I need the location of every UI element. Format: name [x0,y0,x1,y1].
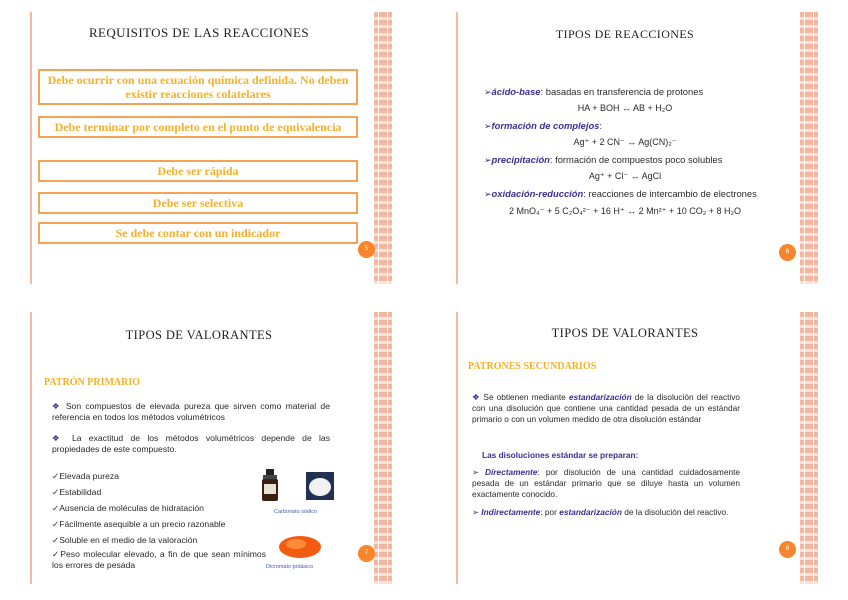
left-border [30,312,32,584]
reaction-item [484,154,722,166]
slide-title: TIPOS DE VALORANTES [125,328,273,342]
diamond-bullet-icon: ❖ [472,392,481,402]
check-item: ✓Ausencia de moléculas de hidratación [52,503,204,513]
requirement-box: Debe ser rápida [38,160,358,182]
reaction-desc: : formación de compuestos poco solubles [549,154,723,165]
arrow-bullet-icon: ➢ [484,87,492,97]
requirement-box: Debe ocurrir con una ecuación química definida. No deben existir reacciones colatelares [38,69,358,105]
image-caption: Dicromato potásico [266,564,314,570]
diamond-bullet-icon: ❖ [52,401,62,411]
diamond-bullet-icon: ❖ [52,433,65,443]
slide-6 [456,12,818,284]
white-powder-image [306,472,334,500]
arrow-bullet-icon: ➢ [484,155,492,165]
slide-title: TIPOS DE VALORANTES [551,326,699,340]
reaction-equation: Ag⁺ + 2 CN⁻ ↔ Ag(CN)₂⁻ [573,137,677,147]
bullet-paragraph: ➢ Directamente: por disolución de una cantidad cuidadosamente pesada de un estándar primario que se diluye hasta un volumen exactamente conocido. [472,467,740,499]
check-item: ✓Peso molecular elevado, a fin de que sean mínimos los errores de pesada [52,549,267,570]
reaction-item [484,188,757,200]
reaction-label: oxidación-reducción [491,188,584,199]
orange-powder-image [276,532,324,560]
slide-number-badge: 7 [358,545,375,562]
slide-title: TIPOS DE REACCIONES [555,27,695,41]
slide-title: REQUISITOS DE LAS REACCIONES [88,25,310,40]
arrow-bullet-icon: ➢ [472,507,479,517]
reaction-label: precipitación [491,154,550,165]
prep-heading: Las disoluciones estándar se preparan: [482,450,639,460]
left-border [30,12,32,284]
check-item: ✓Estabilidad [52,487,102,497]
reaction-label: ácido-base [491,86,541,97]
slide-number-badge: 6 [779,244,796,261]
reaction-label: formación de complejos [491,120,600,131]
reaction-desc: : basadas en transferencia de protones [540,86,704,97]
check-item: ✓Soluble en el medio de la valoración [52,535,198,545]
image-caption: Carbonato sódico [274,509,318,515]
section-subtitle: PATRÓN PRIMARIO [44,377,141,388]
slide-number-badge: 5 [358,241,375,258]
decorative-side-bar [374,312,392,584]
left-border [456,312,458,584]
requirement-box: Se debe contar con un indicador [38,222,358,244]
reaction-equation: 2 MnO₄⁻ + 5 C₂O₄²⁻ + 16 H⁺ ↔ 2 Mn²⁺ + 10 CO₂ + 8 H₂O [509,206,741,216]
check-item: ✓Elevada pureza [52,471,119,481]
slide-8 [456,312,818,584]
bullet-paragraph: ❖ Se obtienen mediante estandarización de la disolución del reactivo con una disolución que contiene una cantidad pesada de un estándar primario o con un volumen medido de otra disolución estándar [472,392,740,424]
reaction-item [484,120,602,132]
decorative-side-bar [800,312,818,584]
arrow-bullet-icon: ➢ [484,121,492,131]
reaction-desc: : [599,120,602,131]
requirement-box: Debe ser selectiva [38,192,358,214]
arrow-bullet-icon: ➢ [472,467,479,477]
reaction-item [484,86,703,98]
reaction-equation: Ag⁺ + Cl⁻ ↔ AgCl [588,171,662,181]
decorative-side-bar [800,12,818,284]
bullet-paragraph [52,433,330,455]
slide-7 [30,312,392,584]
slide-5 [30,12,392,284]
check-item: ✓Fácilmente asequible a un precio razonable [52,519,226,529]
bullet-paragraph: ➢ Indirectamente: por estandarización de la disolución del reactivo. [472,507,729,517]
bullet-paragraph [52,401,330,423]
requirement-box: Debe terminar por completo en el punto de equivalencia [38,116,358,138]
bullet-text: Son compuestos de elevada pureza que sirven como material de referencia en todos los métodos volumétricos [52,401,330,422]
arrow-bullet-icon: ➢ [484,189,492,199]
slide-number-badge: 8 [779,541,796,558]
bullet-text: La exactitud de los métodos volumétricos depende de las propiedades de este compuesto. [52,433,331,454]
reaction-equation: HA + BOH ↔ AB + H₂O [577,103,673,113]
left-border [456,12,458,284]
decorative-side-bar [374,12,392,284]
reagent-bottle-image [260,469,280,501]
section-subtitle: PATRONES SECUNDARIOS [468,361,597,372]
reaction-desc: : reacciones de intercambio de electrones [583,188,757,199]
